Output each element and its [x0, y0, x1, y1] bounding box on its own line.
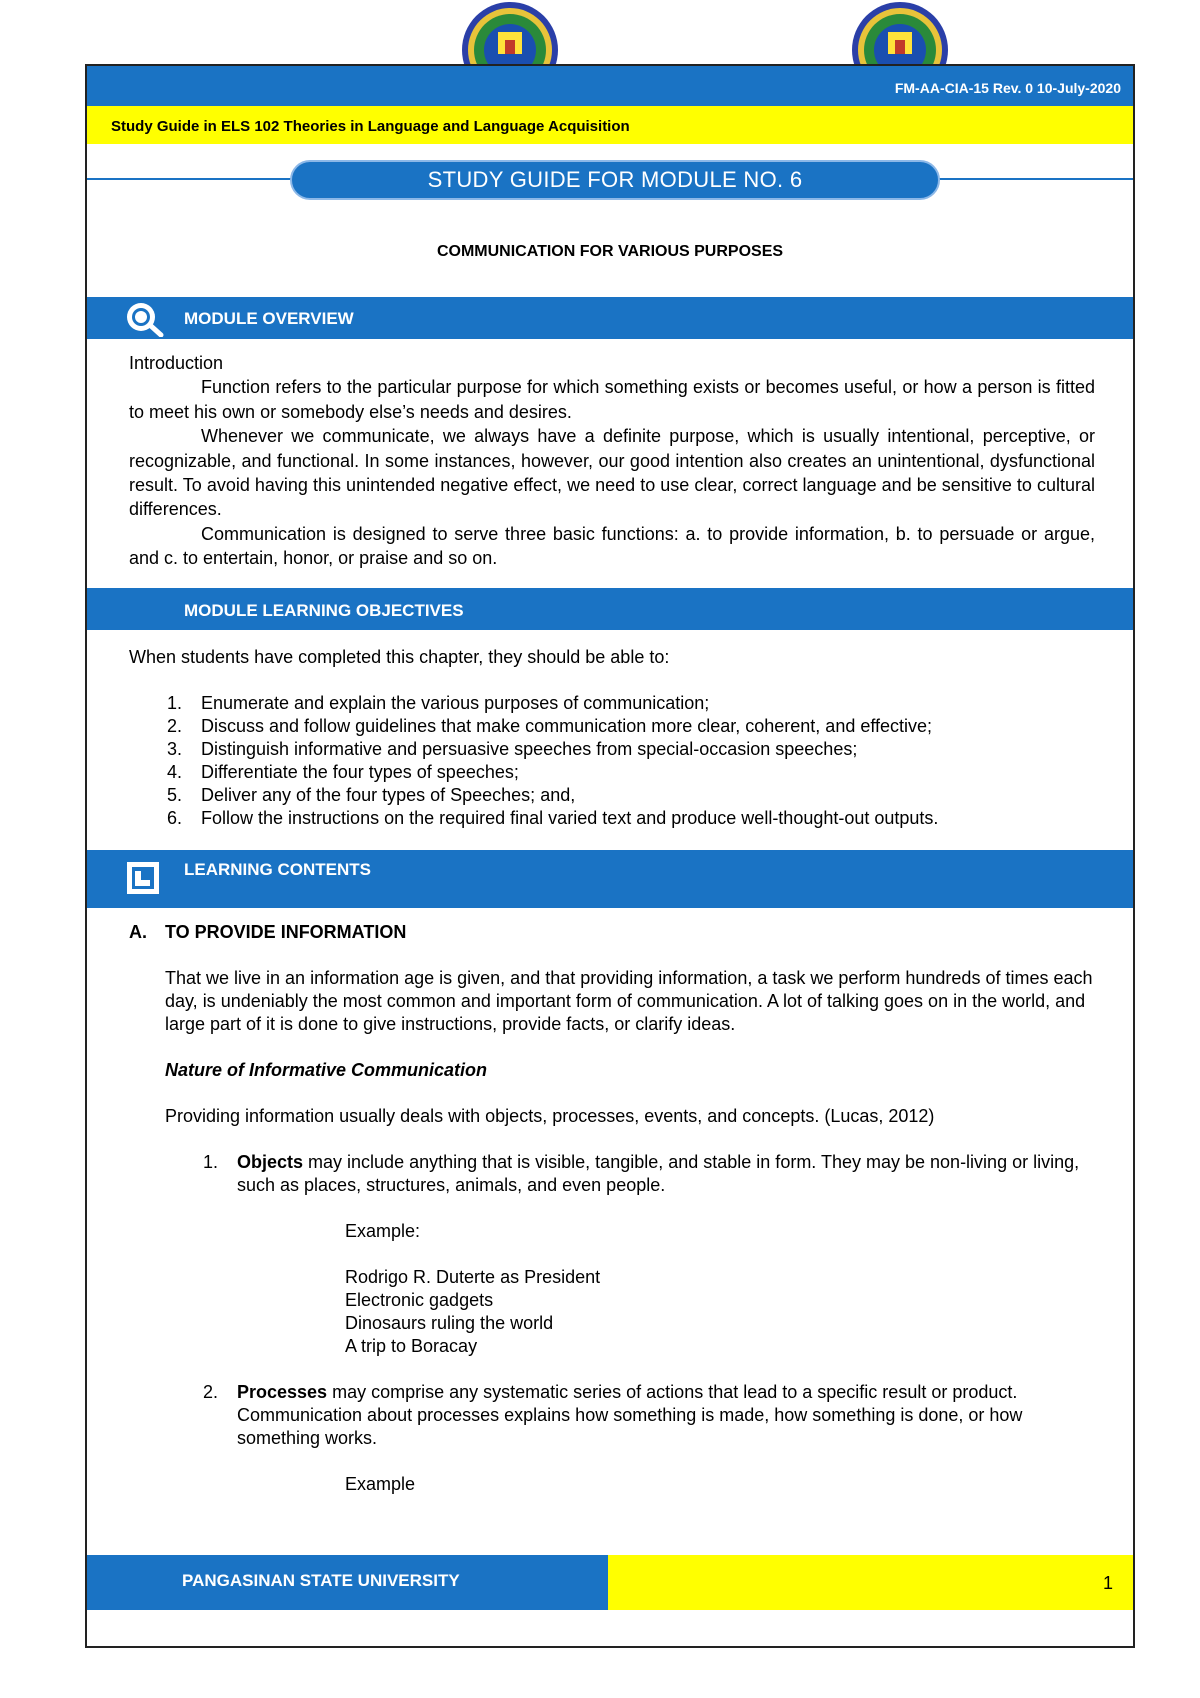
example-label: Example:	[345, 1221, 421, 1241]
overview-paragraph: Function refers to the particular purpose for which something exists or becomes useful, or how a person is fitted to meet his own or somebody else’s needs and desires.	[129, 377, 1095, 422]
banner-rule-right	[938, 178, 1133, 180]
document-icon	[125, 860, 161, 901]
contents-text	[129, 921, 1095, 1496]
section-heading: A. TO PROVIDE INFORMATION	[129, 922, 407, 942]
module-title: COMMUNICATION FOR VARIOUS PURPOSES	[436, 243, 784, 260]
university-seal-right	[850, 0, 950, 66]
banner-rule-left	[87, 178, 292, 180]
example-item: Electronic gadgets	[345, 1290, 494, 1310]
objectives-list	[129, 692, 1095, 830]
list-item: 4. Differentiate the four types of speeches;	[167, 762, 519, 782]
magnifier-icon	[125, 301, 165, 342]
example-item: A trip to Boracay	[345, 1336, 478, 1356]
list-item: 6. Follow the instructions on the required final varied text and produce well-thought-out outputs.	[167, 808, 939, 828]
example-item: Dinosaurs ruling the world	[345, 1313, 554, 1333]
objectives-heading: MODULE LEARNING OBJECTIVES	[184, 601, 464, 620]
course-line: Study Guide in ELS 102 Theories in Language and Language Acquisition	[111, 118, 630, 135]
footer-university: PANGASINAN STATE UNIVERSITY	[87, 1555, 608, 1610]
list-item: 1. Objects may include anything that is visible, tangible, and stable in form. They may be non-living or living, such as places, structures, animals, and even people.	[203, 1152, 1080, 1195]
course-bar	[87, 106, 1133, 144]
page-number: 1	[1102, 1573, 1113, 1593]
paragraph: That we live in an information age is given, and that providing information, a task we perform hundreds of times each day, is undeniably the most common and important form of communication. A lot of talking goes on in the world, and large part of it is done to give instructions, provide facts, or clarify ideas.	[165, 968, 1093, 1034]
list-item: 2. Processes may comprise any systematic series of actions that lead to a specific result or product. Communication about processes explains how something is made, how something is done, or how something works.	[203, 1382, 1023, 1448]
example-item: Rodrigo R. Duterte as President	[345, 1267, 601, 1287]
list-item: 2. Discuss and follow guidelines that make communication more clear, coherent, and effective;	[167, 716, 933, 736]
overview-heading: MODULE OVERVIEW	[184, 309, 354, 328]
contents-bar	[87, 850, 1133, 908]
form-code: FM-AA-CIA-15 Rev. 0 10-July-2020	[894, 80, 1121, 96]
university-seal-left	[460, 0, 560, 66]
overview-paragraph: Whenever we communicate, we always have a definite purpose, which is usually intentional, perceptive, or recognizable, and functional. In some instances, however, our good intention also creates an unintentional, dysfunctional result. To avoid having this unintended negative effect, we need to use clear, correct language and be sensitive to cultural differences.	[129, 426, 1095, 520]
paragraph: Providing information usually deals with objects, processes, events, and concepts. (Lucas, 2012)	[165, 1106, 935, 1126]
list-item: 5. Deliver any of the four types of Speeches; and,	[167, 785, 576, 805]
objectives-text	[129, 646, 1095, 830]
document-page	[85, 64, 1135, 1648]
contents-heading: LEARNING CONTENTS	[184, 860, 371, 879]
module-banner: STUDY GUIDE FOR MODULE NO. 6	[290, 160, 940, 200]
list-item: 3. Distinguish informative and persuasive speeches from special-occasion speeches;	[167, 739, 858, 759]
overview-text	[129, 351, 1095, 571]
overview-paragraph: Communication is designed to serve three basic functions: a. to provide information, b. to persuade or argue, and c. to entertain, honor, or praise and so on.	[129, 523, 1095, 569]
intro-label: Introduction	[129, 353, 224, 373]
objectives-lead: When students have completed this chapter, they should be able to:	[129, 647, 670, 667]
example-label: Example	[345, 1474, 416, 1494]
list-item: 1. Enumerate and explain the various purposes of communication;	[167, 693, 710, 713]
footer-page	[608, 1555, 1133, 1610]
objectives-bar	[87, 588, 1133, 630]
overview-bar	[87, 297, 1133, 339]
subheading: Nature of Informative Communication	[165, 1060, 488, 1080]
header-bar	[87, 66, 1133, 106]
